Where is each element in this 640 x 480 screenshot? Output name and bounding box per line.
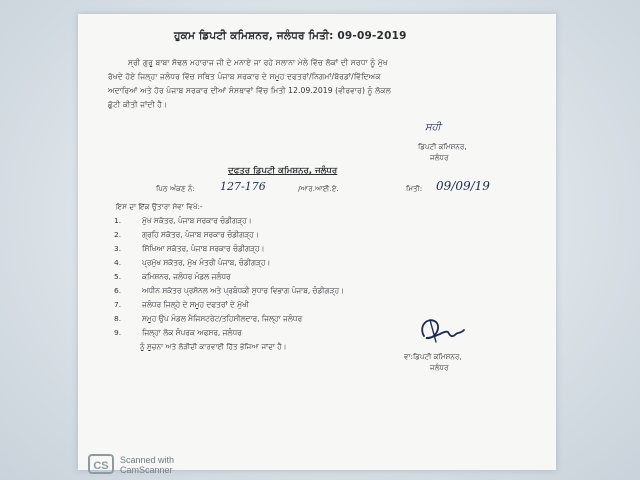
- camscanner-watermark: [88, 452, 238, 476]
- list-item: ਪ੍ਰਮੁੱਖ ਸਕੱਤਰ, ਮੁੱਖ ਮੰਤਰੀ ਪੰਜਾਬ, ਚੰਡੀਗੜ੍ਹ।: [142, 258, 271, 267]
- document-page: [78, 14, 556, 470]
- list-number: 1.: [114, 216, 122, 225]
- copy-intro: ਇਸ ਦਾ ਇੱਕ ਉਤਾਰਾ ਸੇਵਾ ਵਿਖੇ:-: [116, 202, 203, 211]
- signature-mark: [414, 312, 474, 352]
- list-number: 3.: [114, 244, 122, 253]
- endorsement-label: ਪਿਠ ਅੰਕਣ ਨੰ:: [156, 184, 195, 193]
- signature-2-designation: ਵਾ:ਡਿਪਟੀ ਕਮਿਸ਼ਨਰ,: [404, 352, 462, 361]
- list-item: ਗ੍ਰਹਿ ਸਕੱਤਰ, ਪੰਜਾਬ ਸਰਕਾਰ ਚੰਡੀਗੜ੍ਹ।: [142, 230, 259, 239]
- closing-line: ਨੂੰ ਸੂਚਨਾ ਅਤੇ ਲੋੜੀਂਦੀ ਕਾਰਵਾਈ ਹਿੱਤ ਭੇਜਿਆ ਜਾਂਦਾ ਹੈ।: [140, 342, 287, 351]
- list-number: 6.: [114, 286, 122, 295]
- signature-1: ਸਹੀ: [425, 122, 441, 133]
- list-number: 4.: [114, 258, 122, 267]
- endorsement-number: 127-176: [220, 180, 266, 193]
- body-line-2: ਰੱਖਦੇ ਹੋਏ ਜਿਲ੍ਹਾ ਜਲੰਧਰ ਵਿੱਚ ਸਥਿਤ ਪੰਜਾਬ ਸਰਕਾਰ ਦੇ ਸਮੂਹ ਦਫਤਰਾਂ/ਨਿਗਮਾਂ/ਬੋਰਡਾਂ/ਵਿੱਦਿਅਕ: [108, 72, 381, 81]
- camscanner-logo-icon: CS: [88, 454, 114, 474]
- list-number: 2.: [114, 230, 122, 239]
- list-item: ਜਲੰਧਰ ਜਿਲ੍ਹੇ ਦੇ ਸਮੂਹ ਦਫਤਰਾਂ ਦੇ ਮੁੱਖੀ: [142, 300, 249, 309]
- list-item: ਜਿਲ੍ਹਾ ਲੋਕ ਸੰਪਰਕ ਅਫਸਰ, ਜਲੰਧਰ: [142, 328, 242, 337]
- watermark-line-1: Scanned with: [120, 455, 175, 465]
- list-item: ਸਿੱਖਿਆ ਸਕੱਤਰ, ਪੰਜਾਬ ਸਰਕਾਰ ਚੰਡੀਗੜ੍ਹ।: [142, 244, 265, 253]
- date-value: 09/09/19: [436, 179, 490, 193]
- list-item: ਅਧੀਨ ਸਕੱਤਰ ਪ੍ਰਸੋਨਲ ਅਤੇ ਪ੍ਰਬੰਧਕੀ ਸੁਧਾਰ ਵਿਭਾਗ ਪੰਜਾਬ, ਚੰਡੀਗੜ੍ਹ।: [142, 286, 345, 295]
- list-number: 7.: [114, 300, 122, 309]
- signature-2-place: ਜਲੰਧਰ: [430, 363, 449, 372]
- list-number: 8.: [114, 314, 122, 323]
- date-label: ਮਿਤੀ:: [406, 184, 423, 193]
- watermark-line-2: CamScanner: [120, 465, 173, 475]
- signature-1-designation: ਡਿਪਟੀ ਕਮਿਸ਼ਨਰ,: [418, 142, 467, 151]
- list-item: ਕਮਿਸ਼ਨਰ, ਜਲੰਧਰ ਮੰਡਲ ਜਲੰਧਰ: [142, 272, 231, 281]
- list-number: 5.: [114, 272, 122, 281]
- body-line-1: ਸ੍ਰੀ ਗੁਰੂ ਬਾਬਾ ਸੋਢਲ ਮਹਾਰਾਜ ਜੀ ਦੇ ਮਨਾਏ ਜਾ ਰਹੇ ਸਲਾਨਾ ਮੇਲੇ ਵਿੱਚ ਲੋਕਾਂ ਦੀ ਸਰਧਾ ਨੂੰ ਮੁੱਖ: [128, 58, 388, 67]
- signature-1-place: ਜਲੰਧਰ: [430, 153, 449, 162]
- list-item: ਸਮੂਹ ਉਪ ਮੰਡਲ ਮੈਜਿਸਟਰੇਟ/ਤਹਿਸੀਲਦਾਰ, ਜਿਲ੍ਹਾ ਜਲੰਧਰ: [142, 314, 303, 323]
- list-number: 9.: [114, 328, 122, 337]
- section-code: /ਆਰ.ਆਈ.ਏ.: [298, 184, 339, 193]
- order-title: ਹੁਕਮ ਡਿਪਟੀ ਕਮਿਸ਼ਨਰ, ਜਲੰਧਰ ਮਿਤੀ: 09-09-2019: [174, 30, 407, 42]
- body-line-3: ਅਦਾਰਿਆਂ ਅਤੇ ਹੋਰ ਪੰਜਾਬ ਸਰਕਾਰ ਦੀਆਂ ਸੰਸਥਾਵਾਂ ਵਿੱਚ ਮਿਤੀ 12.09.2019 (ਵੀਰਵਾਰ) ਨੂੰ ਲੋਕਲ: [108, 86, 391, 95]
- office-heading: ਦਫਤਰ ਡਿਪਟੀ ਕਮਿਸ਼ਨਰ, ਜਲੰਧਰ: [228, 166, 338, 176]
- body-line-4: ਛੁੱਟੀ ਕੀਤੀ ਜਾਂਦੀ ਹੈ।: [108, 100, 168, 109]
- watermark-text: [120, 455, 174, 475]
- list-item: ਮੁੱਖ ਸਕੱਤਰ, ਪੰਜਾਬ ਸਰਕਾਰ ਚੰਡੀਗੜ੍ਹ।: [142, 216, 252, 225]
